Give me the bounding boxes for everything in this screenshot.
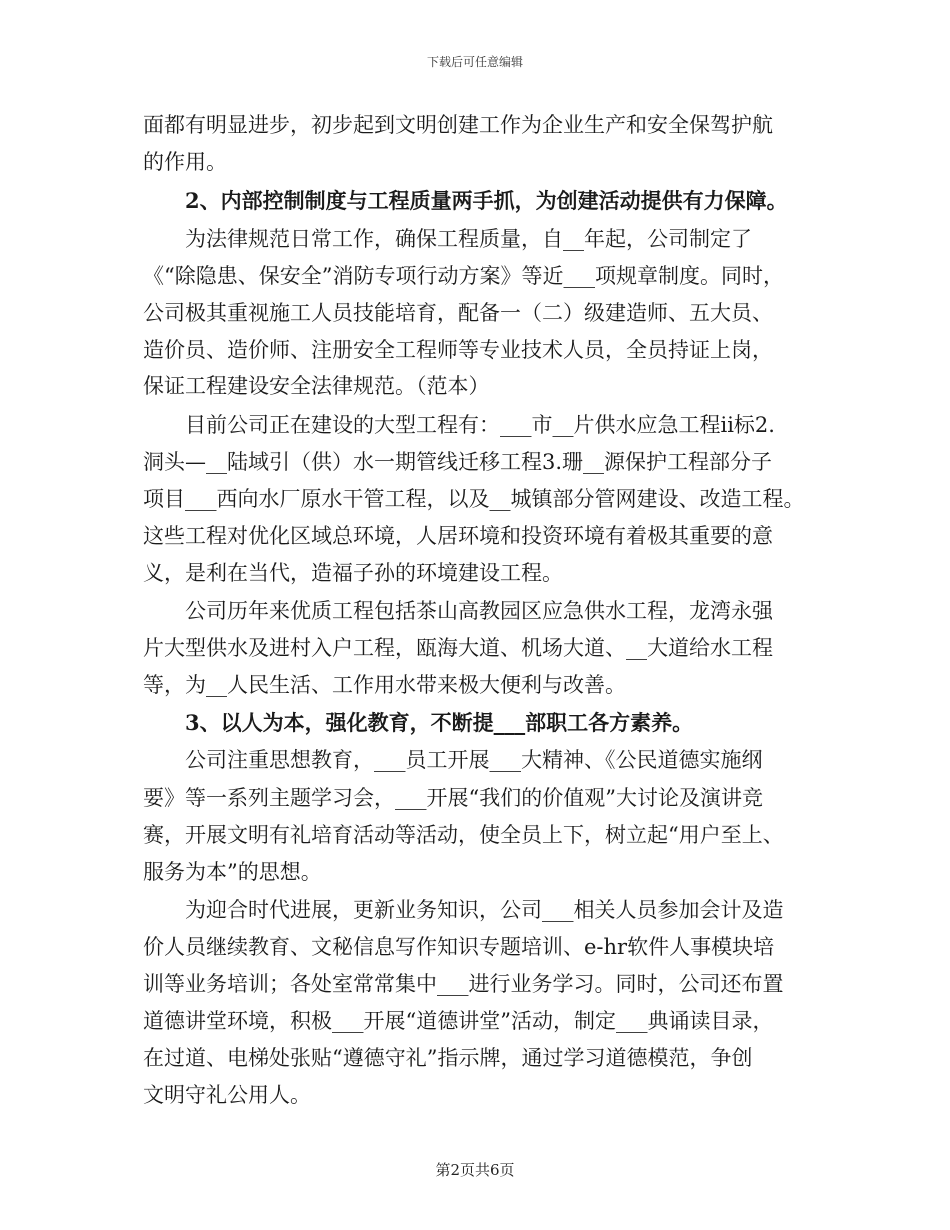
text-line: 文明守礼公用人。 [143, 1083, 311, 1107]
text-line: 义，是利在当代，造福子孙的环境建设工程。 [143, 561, 563, 585]
text-line: 的作用。 [143, 150, 227, 174]
text-line: 道德讲堂环境，积极___开展“道德讲堂”活动，制定___典诵读目录， [143, 1009, 774, 1033]
text-line: 等，为__人民生活、工作用水带来极大便利与改善。 [143, 673, 626, 697]
page-header: 下载后可任意编辑 [426, 55, 523, 69]
text-line: 服务为本”的思想。 [143, 860, 322, 884]
text-line: 洞头—__陆域引（供）水一期管线迁移工程3.珊__源保护工程部分子 [143, 450, 773, 474]
text-line: 造价员、造价师、注册安全工程师等专业技术人员，全员持证上岗， [143, 338, 773, 362]
text-line: 公司注重思想教育，___员工开展___大精神、《公民道德实施纲 [185, 748, 763, 772]
text-line: 这些工程对优化区域总环境，人居环境和投资环境有着极其重要的意 [143, 524, 773, 548]
section-heading: 3、以人为本，强化教育，不断提___部职工各方素养。 [185, 710, 694, 735]
text-line: 片大型供水及进村入户工程，瓯海大道、机场大道、__大道给水工程 [143, 636, 773, 660]
text-line: 训等业务培训；各处室常常集中___进行业务学习。同时，公司还布置 [143, 972, 784, 996]
text-line: 目前公司正在建设的大型工程有：___市__片供水应急工程ii标2. [185, 413, 775, 437]
text-line: 价人员继续教育、文秘信息写作知识专题培训、e-hr软件人事模块培 [143, 935, 775, 959]
text-line: 要》等一系列主题学习会，___开展“我们的价值观”大讨论及演讲竞 [143, 786, 763, 810]
text-line: 公司极其重视施工人员技能培育，配备一（二）级建造师、五大员、 [143, 301, 773, 325]
text-line: 为法律规范日常工作，确保工程质量，自__年起，公司制定了 [185, 227, 752, 251]
text-line: 项目___西向水厂原水干管工程，以及__城镇部分管网建设、改造工程。 [143, 487, 805, 511]
page-footer: 第2页共6页 [435, 1161, 515, 1179]
text-line: 《“除隐患、保安全”消防专项行动方案》等近___项规章制度。同时， [143, 264, 784, 288]
text-line: 公司历年来优质工程包括茶山高教园区应急供水工程，龙湾永强 [185, 599, 773, 623]
text-line: 为迎合时代进展，更新业务知识，公司___相关人员参加会计及造 [185, 898, 784, 922]
text-line: 面都有明显进步，初步起到文明创建工作为企业生产和安全保驾护航 [143, 113, 773, 137]
text-line: 保证工程建设安全法律规范。（范本） [143, 374, 490, 398]
section-heading: 2、内部控制制度与工程质量两手抓，为创建活动提供有力保障。 [185, 188, 788, 213]
text-line: 赛，开展文明有礼培育活动等活动，使全员上下，树立起“用户至上、 [143, 823, 784, 847]
text-line: 在过道、电梯处张贴“遵德守礼”指示牌，通过学习道德模范，争创 [143, 1046, 753, 1070]
